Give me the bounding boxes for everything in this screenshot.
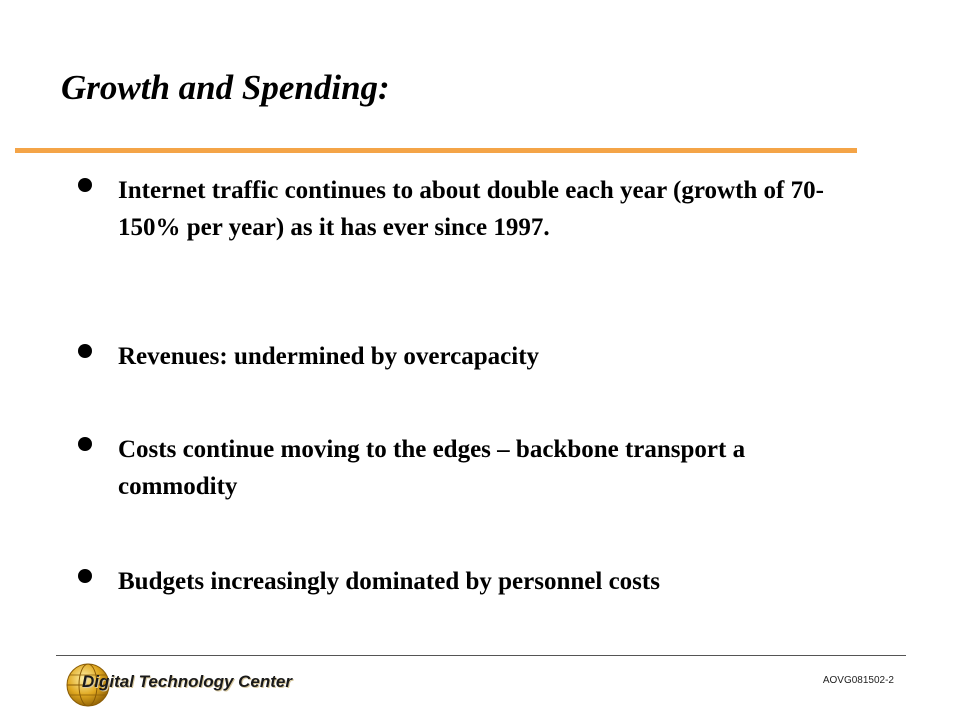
logo-wordmark: Digital Technology Center [82, 672, 293, 691]
bullet-text: Costs continue moving to the edges – backbone transport a commodity [118, 436, 746, 500]
footer-divider [56, 655, 906, 656]
bullet-dot-icon [78, 569, 92, 583]
bullet-text: Revenues: undermined by overcapacity [118, 343, 540, 370]
bullet-text: Internet traffic continues to about double each year (growth of 70-150% per year) as it has ever since 1997. [118, 177, 824, 241]
slide-code: AOVG081502-2 [822, 675, 894, 686]
bullet-dot-icon [78, 178, 92, 192]
bullet-text: Budgets increasingly dominated by personnel costs [118, 568, 660, 595]
slide-title: Growth and Spending: [61, 68, 390, 107]
bullet-dot-icon [78, 437, 92, 451]
bullet-dot-icon [78, 344, 92, 358]
